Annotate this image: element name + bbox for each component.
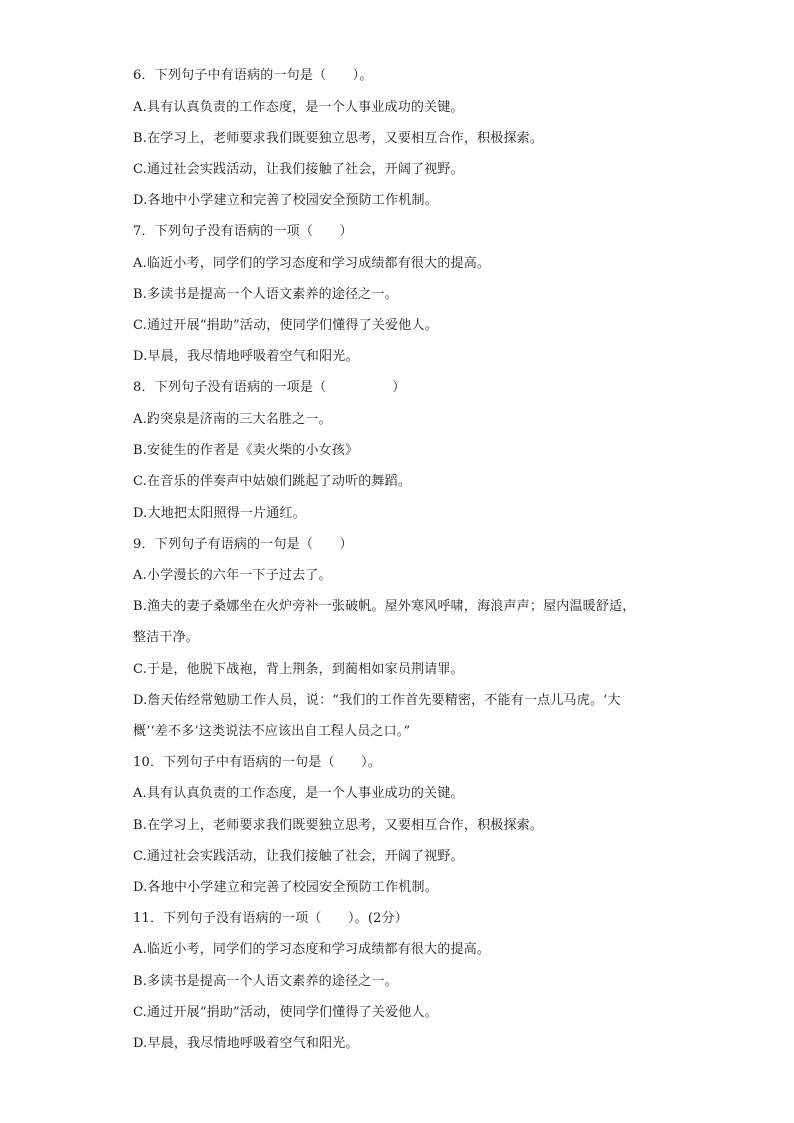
question-6-option-c: C.通过社会实践活动，让我们接触了社会，开阔了视野。 [133,162,464,177]
question-7-option-b: B.多读书是提高一个人语文素养的途径之一。 [133,287,398,302]
question-10-option-b: B.在学习上，老师要求我们既要独立思考，又要相互合作，积极探索。 [133,818,544,833]
question-7-option-a: A.临近小考，同学们的学习态度和学习成绩都有很大的提高。 [133,256,491,271]
question-8-stem: 8．下列句子没有语病的一项是（ ） [133,380,406,395]
question-9-option-c: C.于是，他脱下战袍，背上荆条，到蔺相如家员荆请罪。 [133,662,464,677]
question-9-option-a: A.小学漫长的六年一下子过去了。 [133,568,332,583]
question-11-option-b: B.多读书是提高一个人语文素养的途径之一。 [133,974,398,989]
question-7-stem: 7．下列句子没有语病的一项（ ） [133,224,353,239]
question-9-stem: 9．下列句子有语病的一句是（ ） [133,537,353,552]
question-10-option-a: A.具有认真负责的工作态度，是一个人事业成功的关键。 [133,786,464,801]
question-11-stem: 11．下列句子没有语病的一项（ ）。(2分） [133,911,408,926]
question-9-option-b-continued: 整洁干净。 [133,630,200,645]
question-6-option-b: B.在学习上，老师要求我们既要独立思考，又要相互合作，积极探索。 [133,131,544,146]
question-8-option-d: D.大地把太阳照得一片通红。 [133,506,306,521]
question-7-option-d: D.早晨，我尽情地呼吸着空气和阳光。 [133,349,359,364]
question-8-option-b: B.安徒生的作者是《卖火柴的小女孩》 [133,443,359,458]
question-8-option-c: C.在音乐的伴奏声中姑娘们跳起了动听的舞蹈。 [133,474,412,489]
question-7-option-c: C.通过开展“捐助”活动，使同学们懂得了关爱他人。 [133,318,438,333]
question-6-stem: 6．下列句子中有语病的一句是（ ）。 [133,68,373,83]
question-6-option-a: A.具有认真负责的工作态度，是一个人事业成功的关键。 [133,100,464,115]
question-9-option-d-continued: 概’‘差不多’这类说法不应该出自工程人员之口。” [133,724,411,739]
question-6-option-d: D.各地中小学建立和完善了校园安全预防工作机制。 [133,193,438,208]
question-11-option-c: C.通过开展“捐助”活动，使同学们懂得了关爱他人。 [133,1005,438,1020]
question-9-option-d: D.詹天佑经常勉励工作人员，说：“我们的工作首先要精密，不能有一点儿马虎。‘大 [133,693,621,708]
question-8-option-a: A.趵突泉是济南的三大名胜之一。 [133,412,332,427]
question-10-option-c: C.通过社会实践活动，让我们接触了社会，开阔了视野。 [133,849,464,864]
question-9-option-b: B.渔夫的妻子桑娜坐在火炉旁补一张破帆。屋外寒风呼啸，海浪声声；屋内温暖舒适， [133,599,636,614]
question-10-stem: 10．下列句子中有语病的一句是（ ）。 [133,755,382,770]
question-11-option-d: D.早晨，我尽情地呼吸着空气和阳光。 [133,1036,359,1051]
question-10-option-d: D.各地中小学建立和完善了校园安全预防工作机制。 [133,880,438,895]
question-11-option-a: A.临近小考，同学们的学习态度和学习成绩都有很大的提高。 [133,942,491,957]
